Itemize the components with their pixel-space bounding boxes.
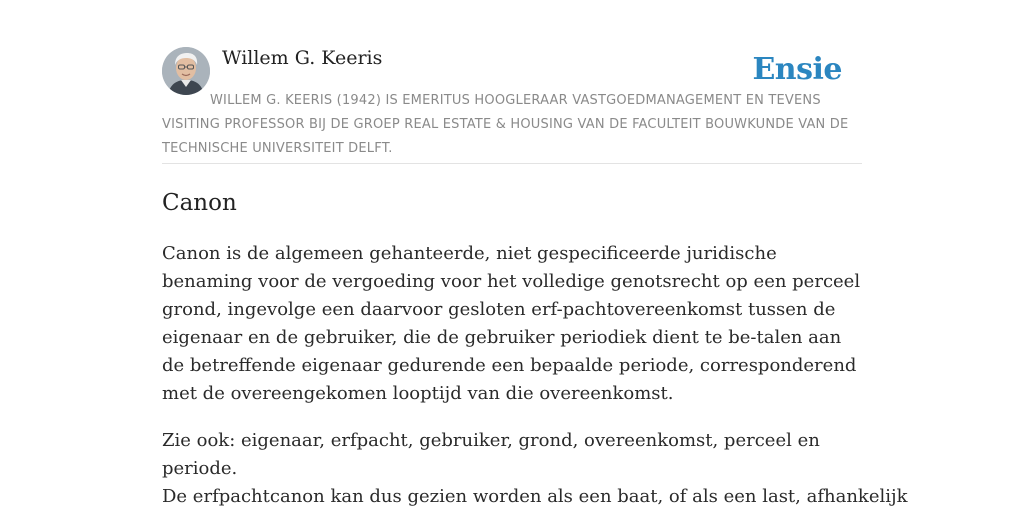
author-bio: WILLEM G. KEERIS (1942) IS EMERITUS HOOGLERAAR VASTGOEDMANAGEMENT EN TEVENS VISITING PROFESSOR BIJ DE GROEP REAL ESTATE & HOUSING VAN DE FACULTEIT BOUWKUNDE VAN DE TECHNISCHE UNIVERSITEIT DELFT. bbox=[162, 93, 849, 156]
entry-paragraph-continuation: De erfpachtcanon kan dus gezien worden als een baat, of als een last, afhankelijk bbox=[162, 486, 908, 507]
ensie-logo[interactable]: Ensie bbox=[752, 52, 842, 87]
author-header bbox=[162, 44, 862, 164]
author-name[interactable]: Willem G. Keeris bbox=[222, 47, 383, 69]
entry-title: Canon bbox=[162, 190, 237, 216]
entry-paragraph-definition: Canon is de algemeen gehanteerde, niet gespecificeerde juridische benaming voor de vergoeding voor het volledige genotsrecht op een perceel grond, ingevolge een daarvoor gesloten erf-pachtovereenkomst tussen de eigenaar en de gebruiker, die de gebruiker periodiek dient te be-talen aan de betreffende eigenaar gedurende een bepaalde periode, corresponderend met de overeengekomen looptijd van die overeenkomst. bbox=[162, 243, 861, 404]
author-portrait-icon bbox=[162, 47, 210, 95]
entry-paragraph-see-also: Zie ook: eigenaar, erfpacht, gebruiker, grond, overeenkomst, perceel en periode. bbox=[162, 430, 820, 479]
author-avatar[interactable] bbox=[162, 47, 210, 95]
